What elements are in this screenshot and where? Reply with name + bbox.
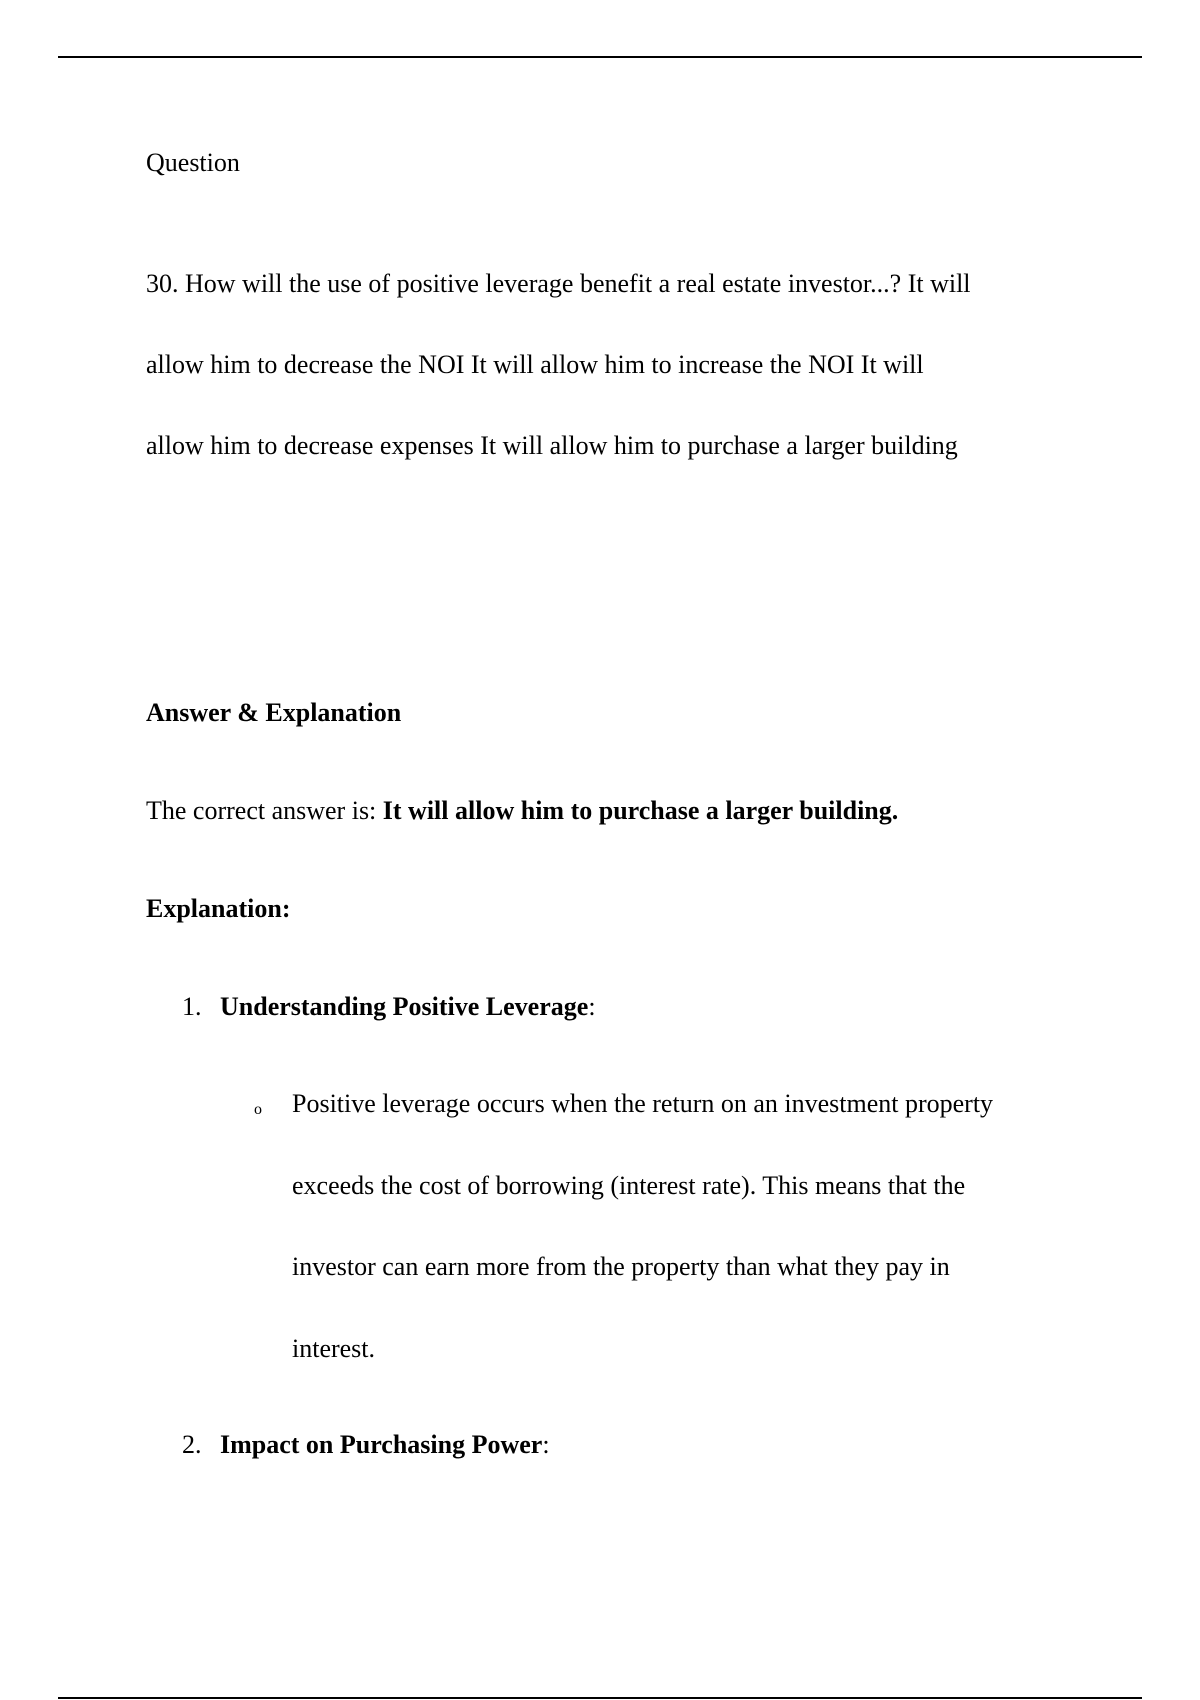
list-item-title: Impact on Purchasing Power xyxy=(220,1430,543,1459)
answer-heading: Answer & Explanation xyxy=(146,698,402,727)
correct-answer xyxy=(146,794,898,828)
sub-bullet-line: interest. xyxy=(292,1333,376,1363)
question-line: 30. How will the use of positive leverage benefit a real estate investor...? It will xyxy=(146,269,971,298)
correct-answer-prefix: The correct answer is: xyxy=(146,796,383,825)
sub-bullet-line: exceeds the cost of borrowing (interest rate). This means that the xyxy=(292,1170,966,1200)
list-item-title: Understanding Positive Leverage xyxy=(220,992,589,1021)
correct-answer-value: It will allow him to purchase a larger building. xyxy=(382,796,899,825)
sub-bullet-line: Positive leverage occurs when the return on an investment property xyxy=(292,1089,994,1118)
header-rule xyxy=(58,56,1142,58)
question-text xyxy=(146,243,1066,486)
list-item-suffix: : xyxy=(542,1430,550,1459)
list-item xyxy=(182,1428,550,1462)
question-label: Question xyxy=(146,148,240,177)
sub-bullet-line: investor can earn more from the property than what they pay in xyxy=(292,1252,950,1281)
list-item-number: 1. xyxy=(182,992,202,1021)
explanation-heading: Explanation: xyxy=(146,894,291,923)
list-item xyxy=(182,990,596,1024)
footer-rule xyxy=(58,1697,1142,1699)
sub-bullet-text xyxy=(292,1087,1092,1413)
question-line: allow him to decrease the NOI It will allow him to increase the NOI It will xyxy=(146,350,924,379)
list-item-number: 2. xyxy=(182,1430,202,1459)
hollow-bullet-icon: o xyxy=(254,1101,262,1118)
question-line: allow him to decrease expenses It will allow him to purchase a larger building xyxy=(146,431,958,460)
list-item-suffix: : xyxy=(588,992,596,1021)
